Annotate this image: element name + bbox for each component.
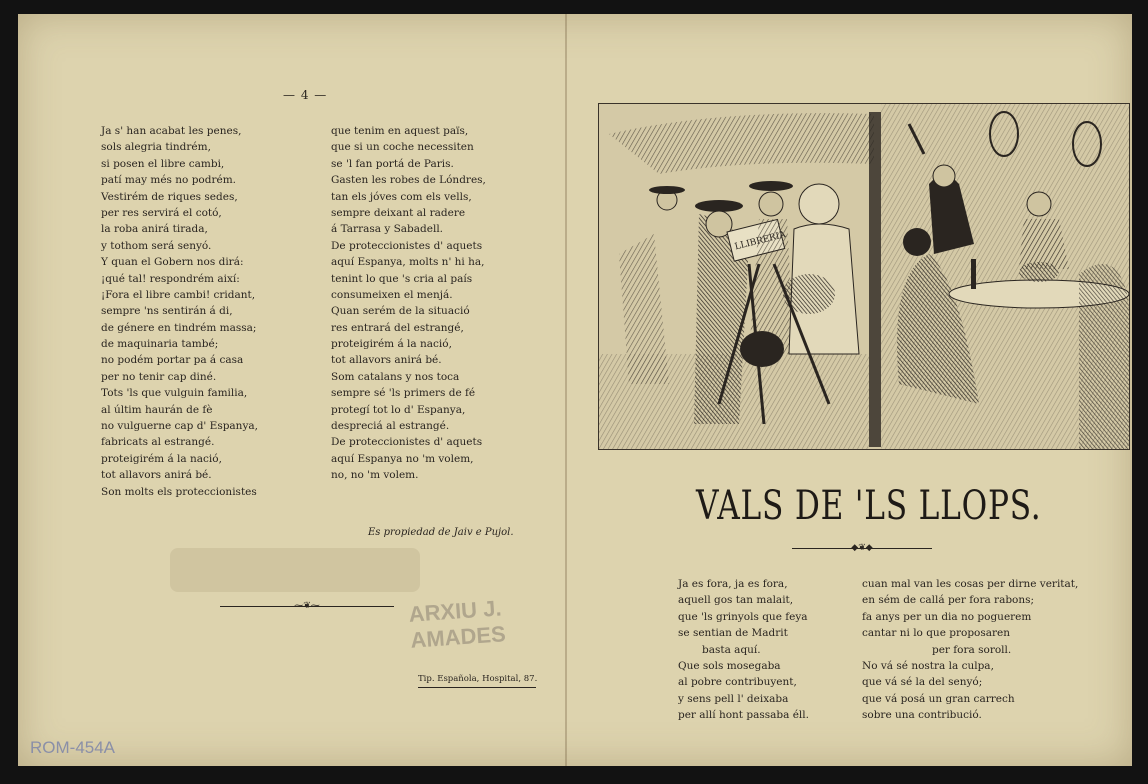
verse-line: en sém de callá per fora rabons; — [862, 594, 1035, 607]
verse-line: tan els jóves com els vells, — [331, 190, 472, 203]
printer-imprint: Tip. Española, Hospital, 87. — [418, 674, 538, 684]
verse-line: De proteccionistes d' aquets — [331, 436, 483, 449]
verse-line: Son molts els proteccionistes — [101, 485, 257, 498]
left-verse-column-1 — [101, 123, 258, 500]
verse-line: que 'ls grinyols que feya — [678, 610, 808, 623]
engraving-illustration — [598, 103, 1130, 450]
verse-line: consumeixen el menjá. — [331, 288, 453, 301]
verse-line: per no tenir cap diné. — [101, 370, 217, 383]
verse-line: sempre sé 'ls primers de fé — [331, 387, 476, 400]
verse-line: Som catalans y nos toca — [331, 370, 460, 383]
verse-line: despreciá al estrangé. — [331, 420, 450, 433]
center-fold — [565, 14, 567, 766]
verse-line: tenint lo que 's cria al país — [331, 272, 473, 285]
verse-line: proteigirém á la nació, — [101, 452, 222, 465]
bleed-through-smudge — [170, 548, 420, 592]
verse-line: á Tarrasa y Sabadell. — [331, 223, 444, 236]
verse-line: Vestirém de riques sedes, — [101, 190, 238, 203]
verse-line: Tots 'ls que vulguin familia, — [101, 387, 248, 400]
right-verse-column-2 — [862, 576, 1078, 724]
verse-line: De proteccionistes d' aquets — [331, 239, 483, 252]
verse-line: que vá sé la del senyó; — [862, 676, 983, 689]
verse-line: cantar ni lo que proposaren — [862, 627, 1010, 640]
verse-line: patí may més no podrém. — [101, 174, 236, 187]
verse-line: no podém portar pa á casa — [101, 354, 244, 367]
verse-line: tot allavors anirá bé. — [331, 354, 442, 367]
verse-line: al últim haurán de fè — [101, 403, 213, 416]
verse-line: res entrará del estrangé, — [331, 321, 464, 334]
verse-line: aquell gos tan malait, — [678, 594, 794, 607]
verse-line: no vulguerne cap d' Espanya, — [101, 420, 258, 433]
verse-line: sols alegria tindrém, — [101, 141, 211, 154]
verse-line: y tothom será senyó. — [101, 239, 212, 252]
verse-line: Gasten les robes de Lóndres, — [331, 174, 486, 187]
verse-line: No vá sé nostra la culpa, — [862, 659, 994, 672]
verse-line: que si un coche necessiten — [331, 141, 474, 154]
verse-line: sobre una contribució. — [862, 709, 982, 722]
verse-line: Ja es fora, ja es fora, — [678, 578, 788, 590]
verse-line: per allí hont passaba éll. — [678, 709, 809, 722]
verse-line: Que sols mosegaba — [678, 659, 781, 672]
verse-line: y sens pell l' deixaba — [678, 692, 789, 705]
verse-line: protegí tot lo d' Espanya, — [331, 403, 466, 416]
verse-line: que vá posá un gran carrech — [862, 692, 1015, 705]
verse-line: la roba anirá tirada, — [101, 223, 208, 236]
verse-line: Y quan el Gobern nos dirá: — [101, 256, 244, 269]
verse-line: proteigirém á la nació, — [331, 338, 452, 351]
verse-line: fabricats al estrangé. — [101, 436, 215, 449]
verse-line: fa anys per un dia no poguerem — [862, 610, 1032, 623]
verse-line: ¡Fora el libre cambi! cridant, — [101, 288, 256, 301]
property-note: Es propiedad de Jaiv e Pujol. — [368, 527, 514, 538]
page-number: — 4 — — [283, 88, 328, 102]
verse-line: de génere en tindrém massa; — [101, 321, 257, 334]
verse-line: per fora soroll. — [932, 643, 1012, 656]
verse-line: ¡qué tal! respondrém així: — [101, 272, 240, 285]
left-ornament-rule: ⁓❦⁓ — [220, 606, 394, 607]
verse-line: se sentian de Madrit — [678, 627, 788, 640]
verse-line: sempre 'ns sentirán á di, — [101, 305, 233, 318]
verse-line: aquí Espanya, molts n' hi ha, — [331, 256, 485, 269]
verse-line: que tenim en aquest païs, — [331, 125, 469, 137]
verse-line: cuan mal van les cosas per dirne veritat, — [862, 578, 1079, 590]
left-verse-column-2 — [331, 123, 486, 484]
verse-line: sempre deixant al radere — [331, 206, 466, 219]
catalog-reference: ROM-454A — [30, 738, 116, 757]
archive-stamp: ARXIU J. AMADES — [407, 595, 507, 653]
imprint-rule — [418, 687, 536, 688]
verse-line: per res servirá el cotó, — [101, 206, 222, 219]
verse-line: al pobre contribuyent, — [678, 676, 797, 689]
verse-line: se 'l fan portá de Paris. — [331, 157, 454, 170]
verse-line: basta aquí. — [702, 643, 761, 656]
verse-line: si posen el libre cambi, — [101, 157, 225, 170]
verse-line: de maquinaria també; — [101, 338, 219, 351]
verse-line: no, no 'm volem. — [331, 469, 419, 482]
verse-line: Quan serém de la situació — [331, 305, 470, 318]
title-ornament-rule: ◆❦◆ — [792, 548, 932, 549]
verse-line: Ja s' han acabat les penes, — [101, 125, 242, 137]
right-verse-column-1 — [678, 576, 809, 724]
song-title: VALS DE 'LS LLOPS. — [696, 483, 1042, 529]
verse-line: tot allavors anirá bé. — [101, 469, 212, 482]
verse-line: aquí Espanya no 'm volem, — [331, 452, 474, 465]
